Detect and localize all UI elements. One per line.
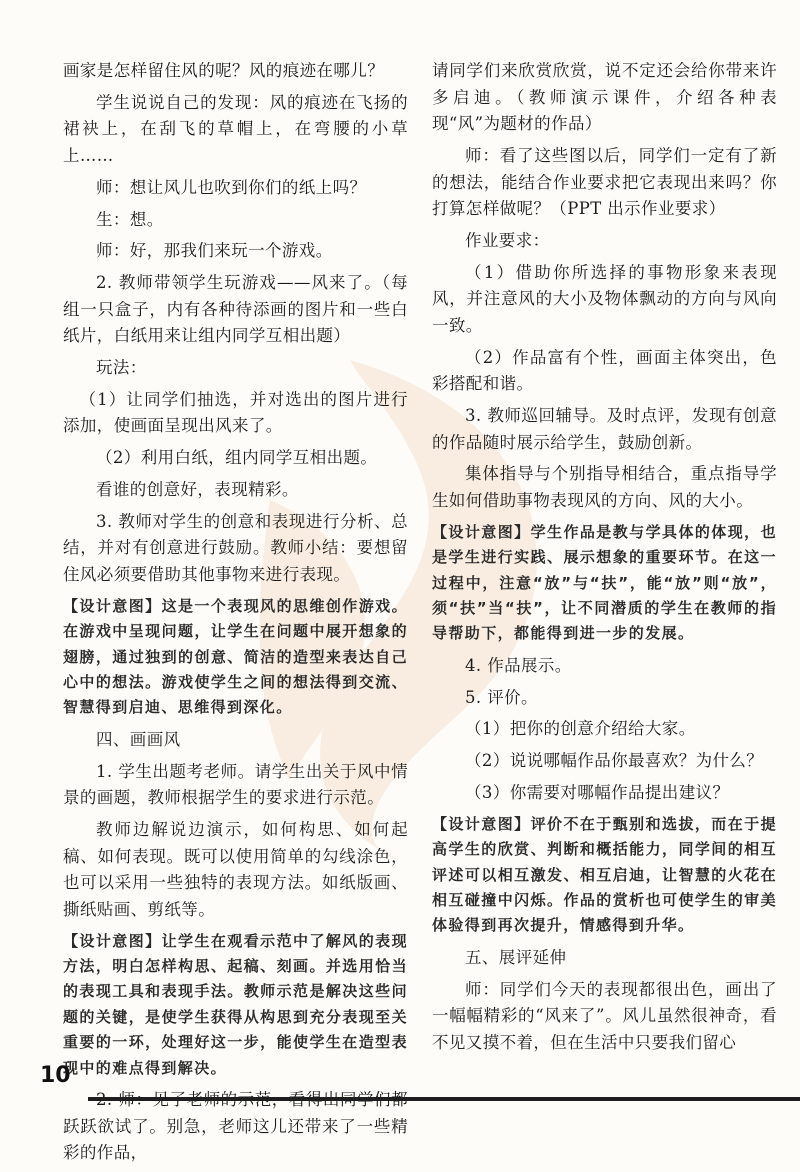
left-column-design-intent-note: 【设计意图】让学生在观看示范中了解风的表现方法，明白怎样构思、起稿、刻画。并选用恰当的表现工具和表现手法。教师示范是解决这些问题的关键，是使学生获得从构思到充分表现至关重要的一环，处理好这一步，能使学生在造型表现中的难点得到解决。 bbox=[63, 931, 408, 1077]
right-column-paragraph: 作业要求： bbox=[465, 230, 550, 250]
right-column-design-intent-note: 【设计意图】评价不在于甄别和选拔，而在于提高学生的欣赏、判断和概括能力，同学间的相互评述可以相互激发、相互启迪，让智慧的火花在相互碰撞中闪烁。作品的赏析也可使学生的审美体验得到再次提升，情感得到升华。 bbox=[432, 814, 777, 935]
left-column bbox=[63, 58, 408, 1172]
right-column-design-intent-note: 【设计意图】学生作品是教与学具体的体现，也是学生进行实践、展示想象的重要环节。在这一过程中，注意“放”与“扶”，能“放”则“放”，须“扶”当“扶”，让不同潜质的学生在教师的指导帮助下，都能得到进一步的发展。 bbox=[432, 522, 777, 643]
right-column-paragraph: 师：同学们今天的表现都很出色，画出了一幅幅精彩的“风来了”。风儿虽然很神奇，看不见又摸不着，但在生活中只要我们留心 bbox=[432, 979, 777, 1052]
left-column-paragraph: 师：好，那我们来玩一个游戏。 bbox=[96, 241, 333, 261]
left-column-paragraph: 四、画画风 bbox=[96, 729, 181, 749]
right-column-paragraph: （2）作品富有个性，画面主体突出，色彩搭配和谐。 bbox=[432, 347, 777, 394]
left-column-paragraph: （1）让同学们抽选，并对选出的图片进行添加，使画面呈现出风来了。 bbox=[63, 389, 408, 436]
right-column-paragraph: 集体指导与个别指导相结合，重点指导学生如何借助事物表现风的方向、风的大小。 bbox=[432, 464, 777, 511]
right-column-paragraph: 师：看了这些图以后，同学们一定有了新的想法，能结合作业要求把它表现出来吗？你打算怎样做呢？（PPT 出示作业要求） bbox=[432, 145, 777, 219]
left-column-paragraph: （2）利用白纸，组内同学互相出题。 bbox=[96, 448, 378, 468]
left-column-paragraph: 玩法： bbox=[96, 358, 147, 378]
right-column-paragraph: 5. 评价。 bbox=[465, 687, 538, 707]
left-column-paragraph: 学生说说自己的发现：风的痕迹在飞扬的裙袂上，在刮飞的草帽上，在弯腰的小草上…… bbox=[63, 92, 408, 165]
left-column-paragraph: 2. 教师带领学生玩游戏——风来了。（每组一只盒子，内有各种待添画的图片和一些白纸片，白纸用来让组内同学互相出题） bbox=[63, 273, 408, 346]
left-column-paragraph: 教师边解说边演示，如何构思、如何起稿、如何表现。既可以使用简单的勾线涂色，也可以采用一些独特的表现方法。如纸版画、撕纸贴画、剪纸等。 bbox=[63, 819, 408, 919]
right-column-paragraph: 五、展评延伸 bbox=[465, 947, 567, 967]
left-column-design-intent-note: 【设计意图】这是一个表现风的思维创作游戏。在游戏中呈现问题，让学生在问题中展开想象的翅膀，通过独到的创意、简洁的造型来表达自己心中的想法。游戏使学生之间的想法得到交流、智慧得到启迪、思维得到深化。 bbox=[63, 596, 408, 717]
right-column-paragraph: 请同学们来欣赏欣赏，说不定还会给你带来许多启迪。（教师演示课件，介绍各种表现“风”为题材的作品） bbox=[432, 61, 777, 134]
left-column-paragraph: 2. 师：见了老师的示范，看得出同学们都跃跃欲试了。别急，老师这儿还带来了一些精彩的作品， bbox=[63, 1089, 408, 1163]
bottom-rule bbox=[88, 1097, 800, 1101]
left-column-paragraph: 3. 教师对学生的创意和表现进行分析、总结，并对有创意进行鼓励。教师小结：要想留住风必须要借助其他事物来进行表现。 bbox=[63, 511, 408, 584]
left-column-paragraph: 画家是怎样留住风的呢？风的痕迹在哪儿？ bbox=[63, 61, 385, 80]
right-column-paragraph: （3）你需要对哪幅作品提出建议？ bbox=[465, 782, 730, 802]
left-column-paragraph: 1. 学生出题考老师。请学生出关于风中情景的画题，教师根据学生的要求进行示范。 bbox=[63, 761, 408, 808]
left-column-paragraph: 师：想让风儿也吹到你们的纸上吗？ bbox=[96, 177, 367, 197]
left-column-paragraph: 生：想。 bbox=[96, 209, 164, 229]
right-column-paragraph: （1）把你的创意介绍给大家。 bbox=[465, 719, 696, 739]
right-column bbox=[432, 58, 777, 1062]
right-column-paragraph: 3. 教师巡回辅导。及时点评，发现有创意的作品随时展示给学生，鼓励创新。 bbox=[432, 406, 777, 452]
left-column-paragraph: 看谁的创意好，表现精彩。 bbox=[96, 480, 299, 499]
right-column-paragraph: （2）说说哪幅作品你最喜欢？为什么？ bbox=[465, 751, 764, 771]
right-column-paragraph: 4. 作品展示。 bbox=[465, 655, 572, 675]
page-number: 10 bbox=[40, 1063, 71, 1088]
right-column-paragraph: （1）借助你所选择的事物形象来表现风，并注意风的大小及物体飘动的方向与风向一致。 bbox=[432, 262, 777, 335]
